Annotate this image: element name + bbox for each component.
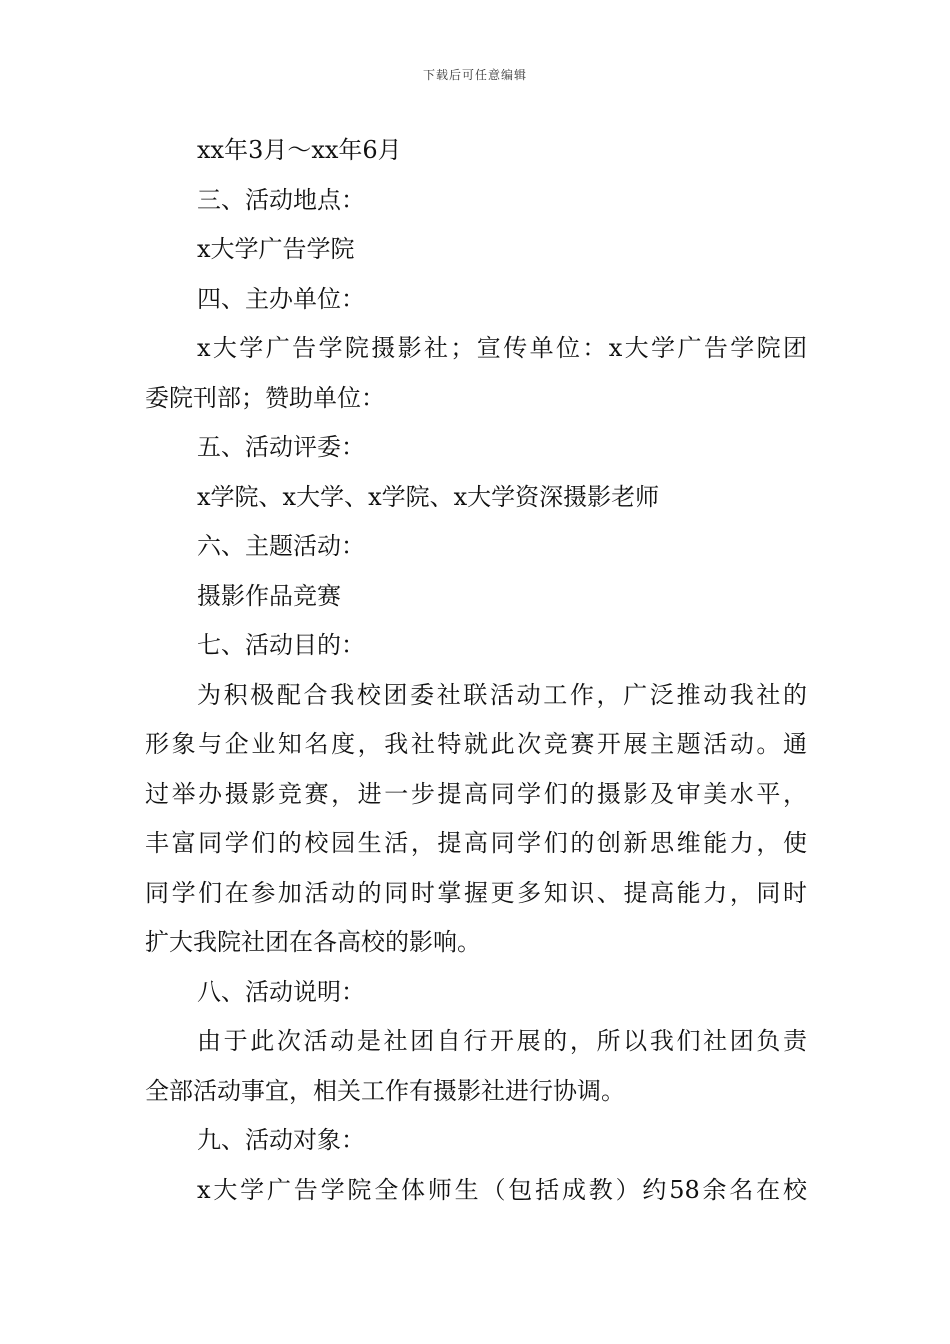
text-line: 同学们在参加活动的同时掌握更多知识、提高能力，同时 (145, 878, 807, 907)
text-line: 为积极配合我校团委社联活动工作，广泛推动我社的 (197, 680, 807, 709)
text-line: 三、活动地点： (197, 185, 365, 214)
text-line: 委院刊部；赞助单位： (145, 383, 385, 412)
text-line: 扩大我院社团在各高校的影响。 (145, 928, 481, 956)
text-line: 过举办摄影竞赛，进一步提高同学们的摄影及审美水平， (145, 779, 807, 808)
text-line: 五、活动评委： (197, 433, 365, 461)
page-header: 下载后可任意编辑 (422, 68, 527, 82)
text-line: 摄影作品竞赛 (197, 581, 341, 610)
text-line: x大学广告学院 (197, 235, 355, 263)
text-line: 七、活动目的： (197, 631, 365, 659)
text-line: x大学广告学院全体师生（包括成教）约58余名在校 (197, 1175, 807, 1204)
text-line: 由于此次活动是社团自行开展的，所以我们社团负责 (197, 1027, 807, 1055)
document-body (145, 126, 807, 1215)
text-line: 形象与企业知名度，我社特就此次竞赛开展主题活动。通 (145, 730, 807, 758)
text-line: x学院、x大学、x学院、x大学资深摄影老师 (197, 482, 660, 511)
text-line: 八、活动说明： (197, 977, 365, 1006)
text-line: 九、活动对象： (197, 1126, 365, 1154)
text-line: 四、主办单位： (197, 284, 365, 313)
text-line: 六、主题活动： (197, 532, 365, 560)
text-line: x大学广告学院摄影社；宣传单位：x大学广告学院团 (197, 334, 807, 362)
text-line: 全部活动事宜，相关工作有摄影社进行协调。 (145, 1076, 625, 1105)
text-line: 丰富同学们的校园生活，提高同学们的创新思维能力，使 (145, 829, 807, 857)
text-line: xx年3月～xx年6月 (197, 136, 402, 164)
